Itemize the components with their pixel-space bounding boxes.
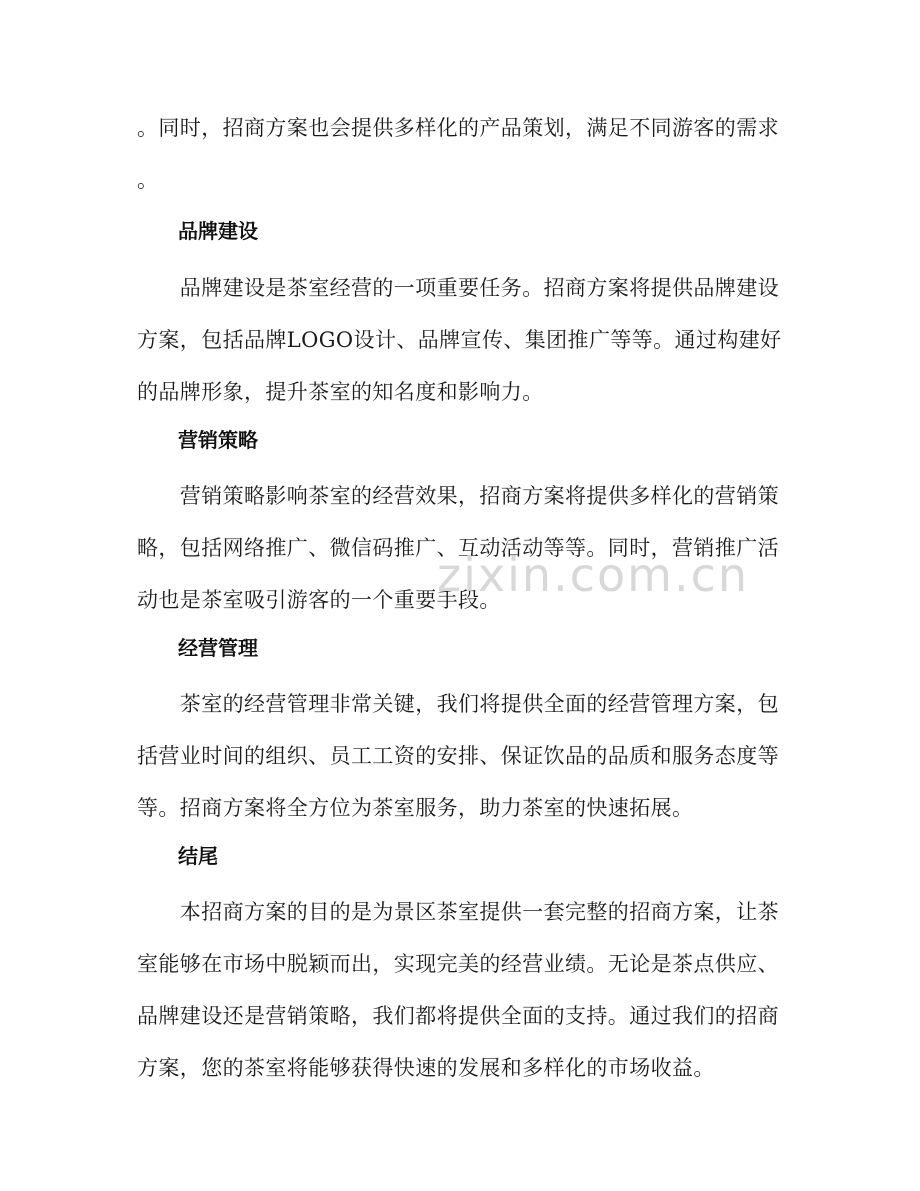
section-heading-management: 经营管理 [178,636,258,660]
section-body-management: 茶室的经营管理非常关键，我们将提供全面的经营管理方案，包 括营业时间的组织、员工工资的安排、保证饮品的品质和服务态度等 等。招商方案将全方位为茶室服务，助力茶室的快速拓展。 [137,692,779,820]
section-heading-brand: 品牌建设 [178,219,258,243]
intro-paragraph: 。同时，招商方案也会提供多样化的产品策划，满足不同游客的需求 。 [137,116,779,192]
section-heading-marketing: 营销策略 [178,428,258,452]
section-body-brand: 品牌建设是茶室经营的一项重要任务。招商方案将提供品牌建设 方案，包括品牌LOGO设计、品牌宣传、集团推广等等。通过构建好 的品牌形象，提升茶室的知名度和影响力。 [137,276,782,404]
watermark-text: zixin.com.cn [437,548,750,602]
section-body-marketing: 营销策略影响茶室的经营效果，招商方案将提供多样化的营销策 略，包括网络推广、微信码推广、互动活动等等。同时，营销推广活 动也是茶室吸引游客的一个重要手段。 [137,484,779,612]
section-body-conclusion: 本招商方案的目的是为景区茶室提供一套完整的招商方案，让茶 室能够在市场中脱颖而出，实现完美的经营业绩。无论是茶点供应、 品牌建设还是营销策略，我们都将提供全面的支持。通过我们的招商 方案，您的茶室将能够获得快速的发展和多样化的市场收益。 [137,900,779,1080]
section-heading-conclusion: 结尾 [178,844,218,868]
